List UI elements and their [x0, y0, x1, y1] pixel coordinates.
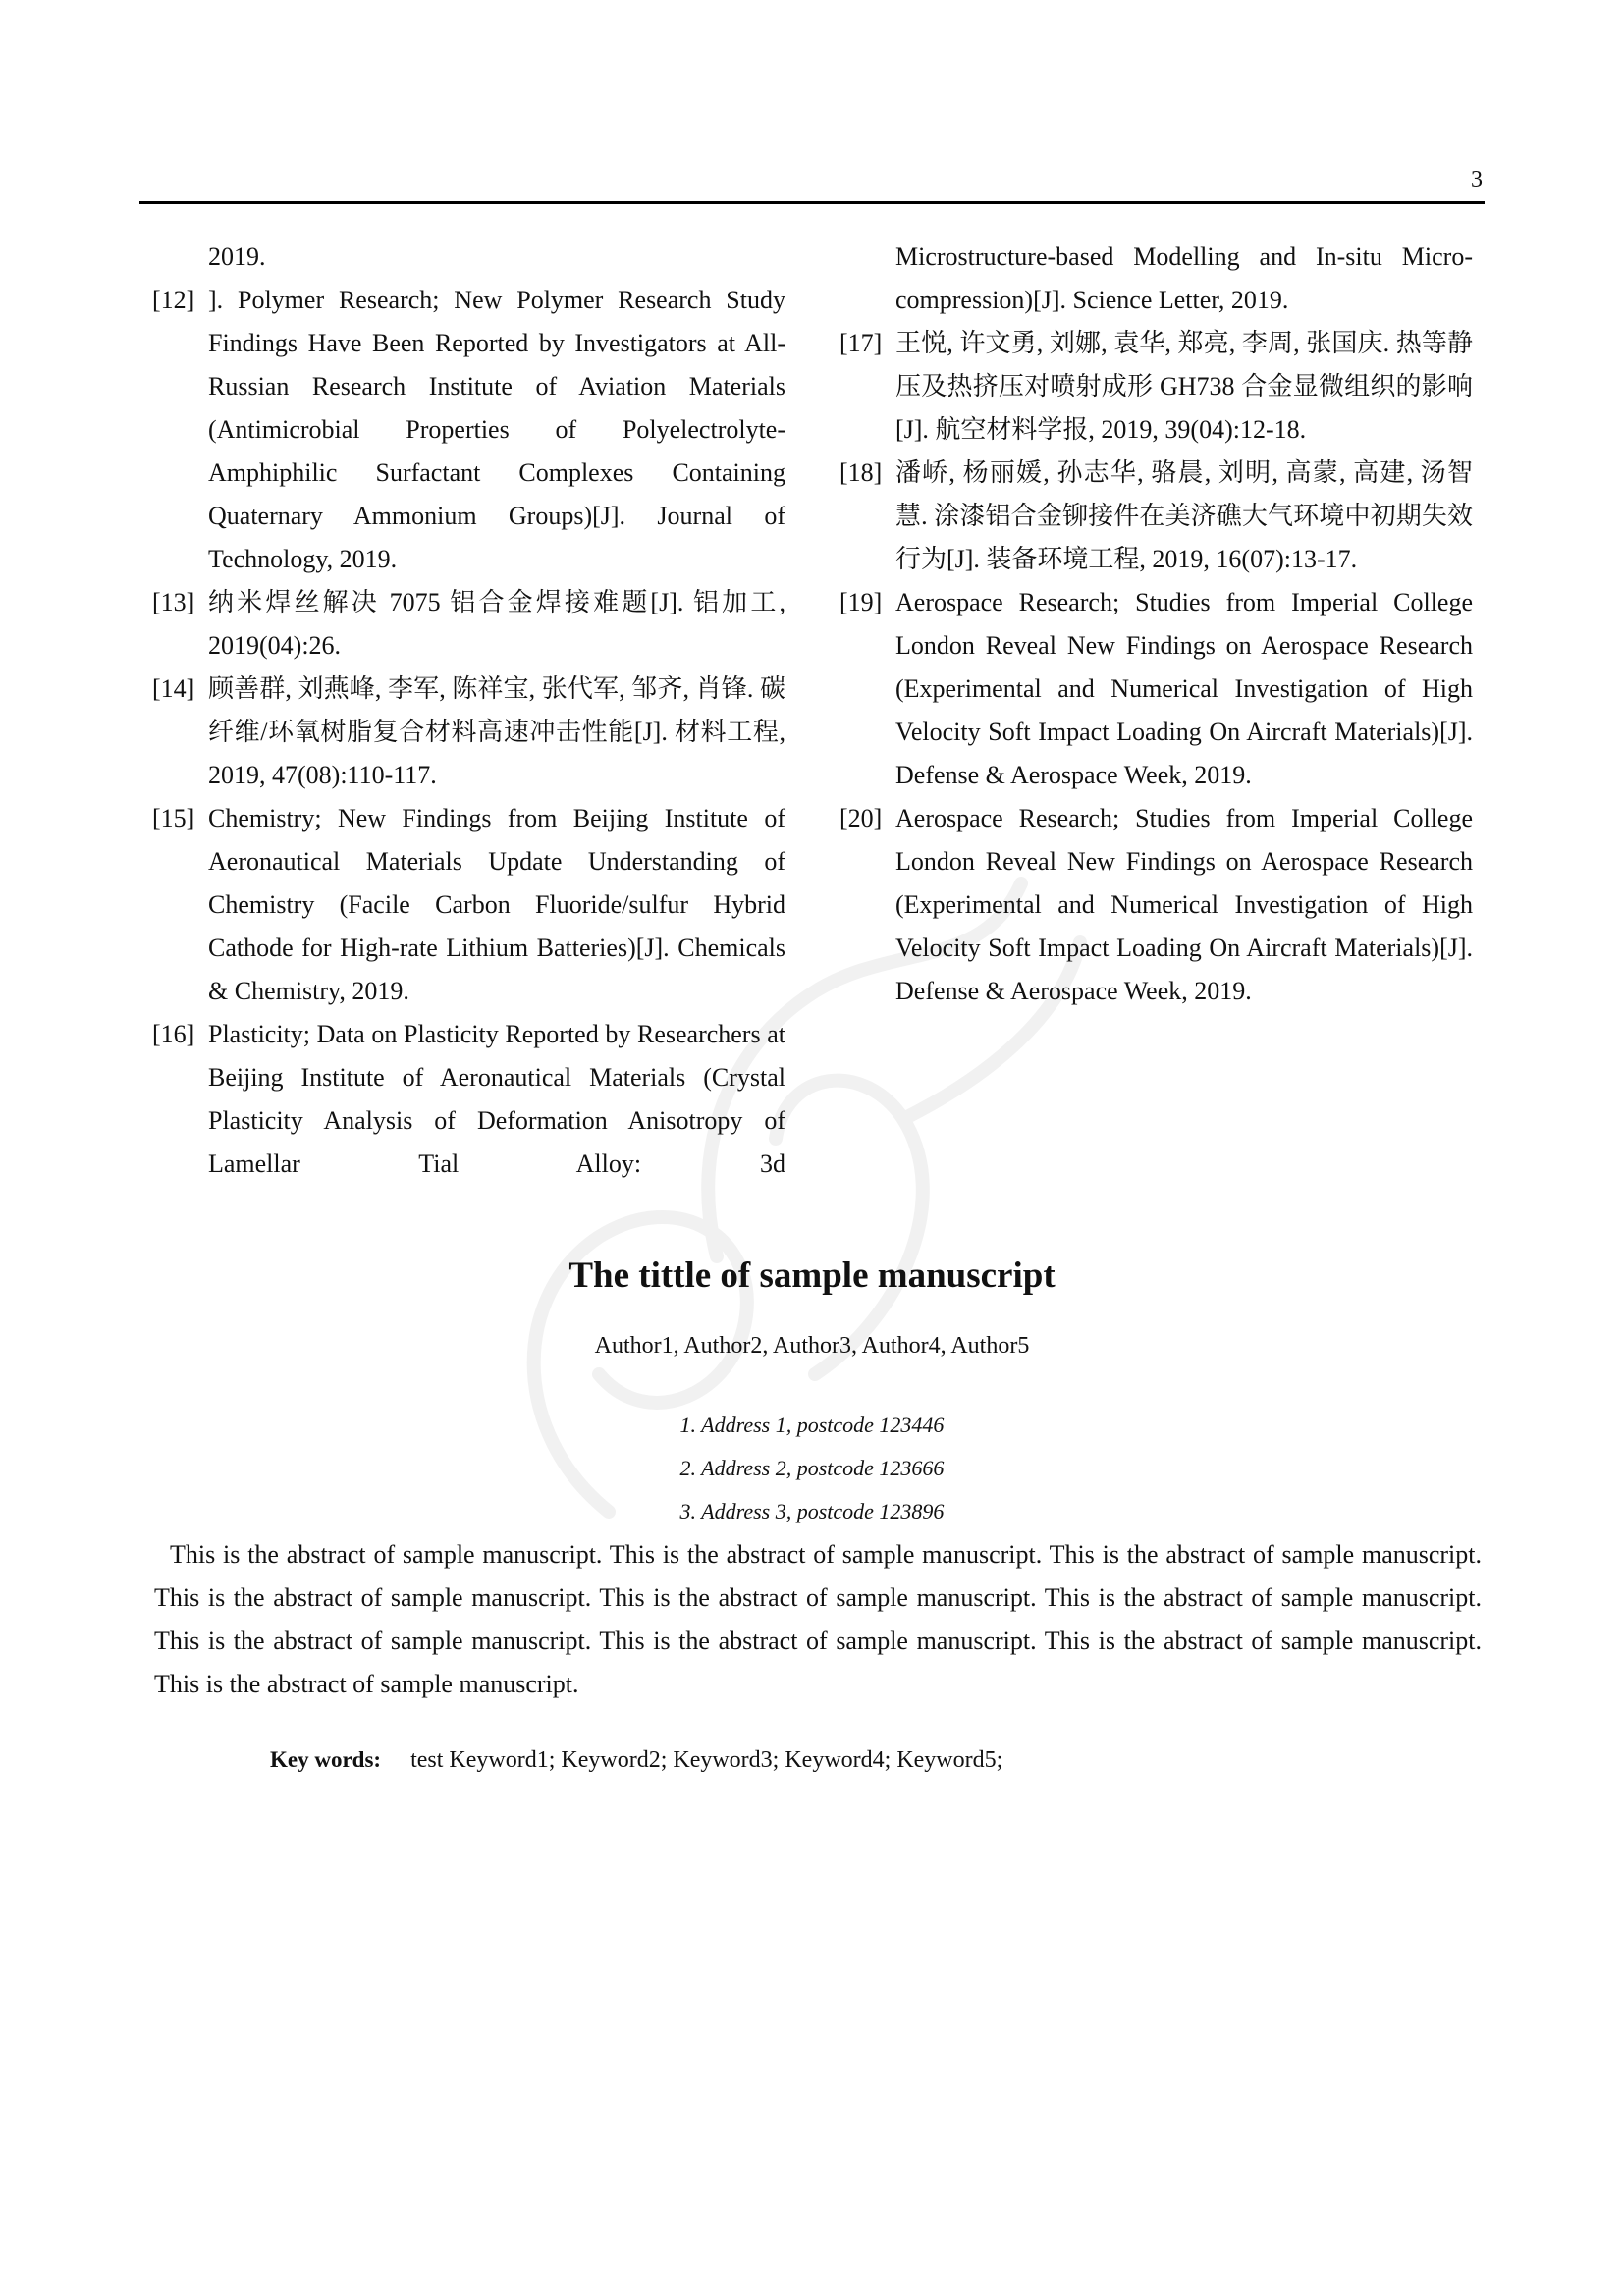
reference-number: [19] [839, 588, 883, 616]
reference-text: ]. Polymer Research; New Polymer Research Study Findings Have Been Reported by Investigators at All-Russian Research Institute of Aviation Materials (Antimicrobial Properties of Polyelectrolyte-Amphiphilic Surfactant Complexes Containing Quaternary Ammonium Groups)[J]. Journal of Technology, 2019. [208, 286, 785, 573]
reference-number: [14] [152, 674, 195, 703]
reference-text: Microstructure-based Modelling and In-situ Micro-compression)[J]. Science Letter, 2019. [895, 242, 1473, 314]
reference-item [839, 452, 1473, 581]
header-rule [139, 201, 1485, 204]
reference-text: 潘峤, 杨丽媛, 孙志华, 骆晨, 刘明, 高蒙, 高建, 汤智慧. 涂漆铝合金铆接件在美济礁大气环境中初期失效行为[J]. 装备环境工程, 2019, 16(07):13-17. [895, 458, 1473, 573]
page-number: 3 [1471, 167, 1483, 192]
reference-text: Aerospace Research; Studies from Imperial College London Reveal New Findings on Aerospace Research (Experimental and Numerical Investigation of High Velocity Soft Impact Loading On Aircraft Materials)[J]. Defense & Aerospace Week, 2019. [895, 804, 1473, 1005]
keywords-value: test Keyword1; Keyword2; Keyword3; Keyword4; Keyword5; [410, 1747, 1003, 1773]
address-item: 2. Address 2, postcode 123666 [679, 1456, 945, 1480]
reference-continuation [839, 236, 1473, 322]
reference-number: [15] [152, 804, 195, 832]
reference-number: [17] [839, 329, 883, 357]
reference-number: [13] [152, 588, 195, 616]
reference-continuation: 2019. [208, 242, 266, 271]
reference-item [152, 581, 785, 667]
reference-number: [16] [152, 1020, 195, 1048]
manuscript-title: The tittle of sample manuscript [568, 1255, 1056, 1296]
abstract-paragraph: This is the abstract of sample manuscript. This is the abstract of sample manuscript. This is the abstract of sample manuscript. This is the abstract of sample manuscript. This is the abstract of sample manuscript. This is the abstract of sample manuscript. This is the abstract of sample manuscript. This is the abstract of sample manuscript. This is the abstract of sample manuscript. This is the abstract of sample manuscript. [154, 1540, 1482, 1698]
reference-item [152, 1013, 785, 1186]
address-list [0, 1404, 1624, 1533]
reference-number: [12] [152, 286, 195, 314]
reference-text: 纳米焊丝解决 7075 铝合金焊接难题[J]. 铝加工, 2019(04):26. [208, 588, 785, 660]
keywords-line [270, 1747, 1002, 1774]
author-list: Author1, Author2, Author3, Author4, Author5 [594, 1333, 1030, 1359]
reference-number: [18] [839, 458, 883, 487]
references-left-column [152, 236, 785, 1186]
address-item: 3. Address 3, postcode 123896 [679, 1499, 945, 1523]
reference-text: Aerospace Research; Studies from Imperial College London Reveal New Findings on Aerospace Research (Experimental and Numerical Investigation of High Velocity Soft Impact Loading On Aircraft Materials)[J]. Defense & Aerospace Week, 2019. [895, 588, 1473, 789]
reference-text: 顾善群, 刘燕峰, 李军, 陈祥宝, 张代军, 邹齐, 肖锋. 碳纤维/环氧树脂复合材料高速冲击性能[J]. 材料工程, 2019, 47(08):110-117. [208, 674, 785, 789]
address-item: 1. Address 1, postcode 123446 [679, 1413, 945, 1437]
reference-item [839, 797, 1473, 1013]
reference-item [152, 667, 785, 797]
reference-number: [20] [839, 804, 883, 832]
reference-text: Chemistry; New Findings from Beijing Institute of Aeronautical Materials Update Understanding of Chemistry (Facile Carbon Fluoride/sulfur Hybrid Cathode for High-rate Lithium Batteries)[J]. Chemicals & Chemistry, 2019. [208, 804, 785, 1005]
reference-item [839, 322, 1473, 452]
references-right-column [839, 236, 1473, 1013]
reference-text: Plasticity; Data on Plasticity Reported by Researchers at Beijing Institute of Aeronautical Materials (Crystal Plasticity Analysis of Deformation Anisotropy of Lamellar Tial Alloy: 3d [208, 1020, 785, 1178]
reference-item [152, 797, 785, 1013]
reference-item [152, 279, 785, 581]
reference-item [839, 581, 1473, 797]
reference-text: 王悦, 许文勇, 刘娜, 袁华, 郑亮, 李周, 张国庆. 热等静压及热挤压对喷射成形 GH738 合金显微组织的影响[J]. 航空材料学报, 2019, 39(04):12-18. [895, 329, 1473, 444]
keywords-label: Key words: [270, 1747, 382, 1772]
